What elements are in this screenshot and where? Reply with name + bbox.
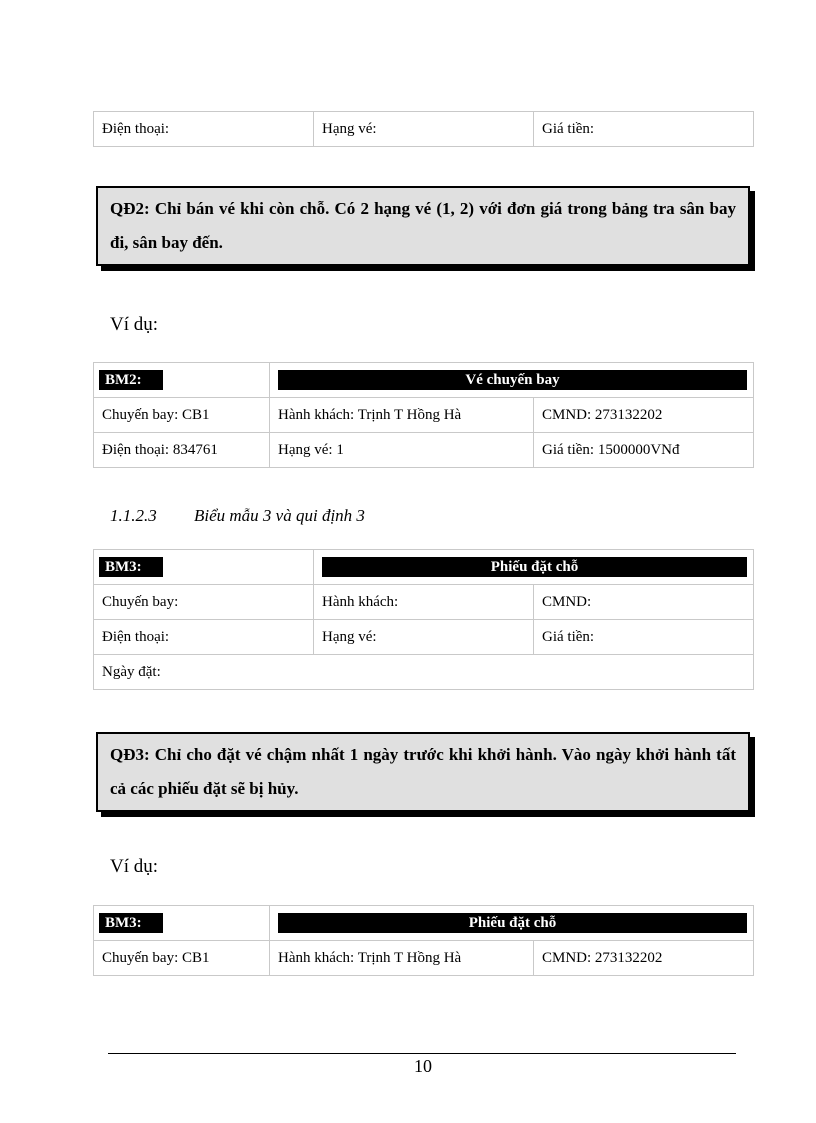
passenger-cell: Hành khách:: [314, 585, 534, 620]
form-code-cell: [94, 363, 270, 398]
footer-rule: [108, 1053, 736, 1054]
section-heading: [110, 506, 365, 526]
example-label: Ví dụ:: [110, 856, 159, 877]
price-cell: Giá tiền: 1500000VNđ: [534, 433, 754, 468]
table-row: [94, 112, 754, 147]
table-row: [94, 620, 754, 655]
form-code: BM2:: [99, 370, 163, 390]
table-row: [94, 433, 754, 468]
form-title-cell: [314, 550, 754, 585]
ticket-class-cell: Hạng vé:: [314, 112, 534, 147]
booking-date-cell: Ngày đặt:: [94, 655, 754, 690]
form-title-cell: [270, 363, 754, 398]
price-cell: Giá tiền:: [534, 112, 754, 147]
top-form-table: [93, 111, 754, 147]
bm3-form-table: [93, 549, 754, 690]
passenger-cell: Hành khách: Trịnh T Hồng Hà: [270, 398, 534, 433]
id-number-cell: CMND:: [534, 585, 754, 620]
id-number-cell: CMND: 273132202: [534, 941, 754, 976]
rule-2-box: [96, 186, 750, 266]
table-row: [94, 398, 754, 433]
phone-cell: Điện thoại:: [94, 112, 314, 147]
example-label: Ví dụ:: [110, 314, 159, 335]
form-title-cell: [270, 906, 754, 941]
id-number-cell: CMND: 273132202: [534, 398, 754, 433]
bm3-example-table: [93, 905, 754, 976]
section-number: 1.1.2.3: [110, 506, 157, 525]
table-row: [94, 585, 754, 620]
bm2-example-table: [93, 362, 754, 468]
form-code: BM3:: [99, 557, 163, 577]
ticket-class-cell: Hạng vé: 1: [270, 433, 534, 468]
form-code-cell: [94, 906, 270, 941]
flight-cell: Chuyến bay:: [94, 585, 314, 620]
form-title: Phiếu đặt chỗ: [278, 913, 747, 933]
form-title: Phiếu đặt chỗ: [322, 557, 747, 577]
rule-3-text: QĐ3: Chỉ cho đặt vé chậm nhất 1 ngày trước khi khởi hành. Vào ngày khởi hành tất cả các phiếu đặt sẽ bị hủy.: [110, 745, 736, 798]
table-row: [94, 655, 754, 690]
form-title: Vé chuyến bay: [278, 370, 747, 390]
flight-cell: Chuyến bay: CB1: [94, 941, 270, 976]
form-code: BM3:: [99, 913, 163, 933]
table-header-row: [94, 906, 754, 941]
page-number: 10: [414, 1056, 432, 1076]
rule-2-text: QĐ2: Chỉ bán vé khi còn chỗ. Có 2 hạng vé (1, 2) với đơn giá trong bảng tra sân bay đi, sân bay đến.: [110, 199, 736, 252]
table-header-row: [94, 363, 754, 398]
passenger-cell: Hành khách: Trịnh T Hồng Hà: [270, 941, 534, 976]
ticket-class-cell: Hạng vé:: [314, 620, 534, 655]
phone-cell: Điện thoại:: [94, 620, 314, 655]
section-title: Biểu mẫu 3 và qui định 3: [194, 506, 365, 525]
price-cell: Giá tiền:: [534, 620, 754, 655]
rule-3-box: [96, 732, 750, 812]
flight-cell: Chuyến bay: CB1: [94, 398, 270, 433]
form-code-cell: [94, 550, 314, 585]
phone-cell: Điện thoại: 834761: [94, 433, 270, 468]
table-row: [94, 941, 754, 976]
table-header-row: [94, 550, 754, 585]
